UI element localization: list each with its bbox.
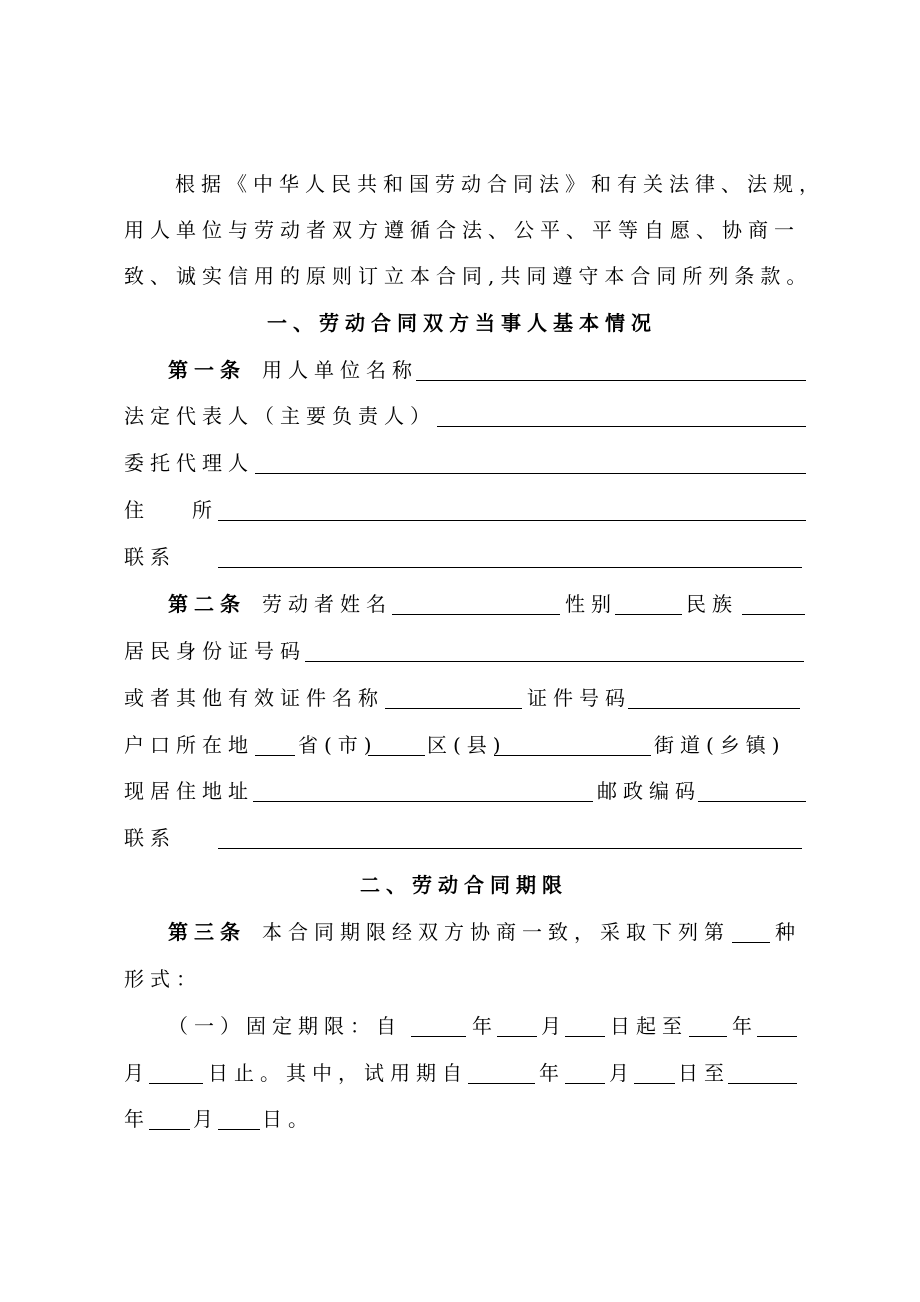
- probation-end-month-blank: [149, 1129, 190, 1130]
- ethnicity-blank: [742, 614, 805, 615]
- address-blank: [218, 520, 806, 521]
- preamble-line-2: 用人单位与劳动者双方遵循合法、公平、平等自愿、协商一: [124, 218, 800, 242]
- article-3-continuation: 形式：: [124, 967, 202, 991]
- article-3-number: 第三条: [168, 920, 246, 944]
- residence-label: 现居住地址: [124, 779, 254, 803]
- term-type-blank: [732, 942, 770, 943]
- agent-label: 委托代理人: [124, 451, 254, 475]
- hukou-label: 户口所在地: [124, 733, 254, 757]
- probation-start-month-blank: [565, 1083, 605, 1084]
- probation-end-day-blank: [218, 1129, 260, 1130]
- start-day-label: 日起至: [610, 1014, 688, 1038]
- district-county-label: 区(县): [427, 733, 507, 757]
- district-blank: [368, 755, 425, 756]
- probation-end-year-label: 年: [124, 1107, 150, 1131]
- employer-name-label: 用人单位名称: [262, 358, 418, 382]
- probation-end-day-label: 日。: [262, 1107, 314, 1131]
- ethnicity-label: 民族: [686, 592, 738, 616]
- end-day-label: 日止。其中，试用期自: [208, 1061, 468, 1085]
- end-month-blank: [757, 1036, 797, 1037]
- probation-start-year-label: 年: [539, 1061, 565, 1085]
- end-month-label: 月: [124, 1061, 150, 1085]
- legal-rep-blank: [437, 426, 806, 427]
- agent-blank: [255, 473, 806, 474]
- address-label-first: 住: [124, 498, 150, 522]
- section-1-heading: 一、劳动合同双方当事人基本情况: [267, 311, 657, 335]
- worker-contact-label: 联系: [124, 826, 176, 850]
- other-id-name-blank: [385, 708, 522, 709]
- probation-start-day-blank: [634, 1083, 675, 1084]
- id-number-label: 居民身份证号码: [124, 639, 306, 663]
- other-id-number-blank: [628, 708, 800, 709]
- section-2-heading: 二、劳动合同期限: [360, 873, 568, 897]
- start-year-blank: [411, 1036, 466, 1037]
- article-2-number: 第二条: [168, 592, 246, 616]
- end-day-blank: [149, 1083, 203, 1084]
- other-id-number-label: 证件号码: [527, 686, 631, 710]
- other-id-name-label: 或者其他有效证件名称: [124, 686, 384, 710]
- gender-label: 性别: [565, 592, 617, 616]
- preamble-line-1: 根据《中华人民共和国劳动合同法》和有关法律、法规，: [175, 172, 825, 196]
- worker-name-label: 劳动者姓名: [262, 592, 392, 616]
- end-year-blank: [689, 1036, 727, 1037]
- start-month-blank: [497, 1036, 537, 1037]
- province-blank: [255, 755, 295, 756]
- postcode-blank: [698, 801, 806, 802]
- end-year-label: 年: [732, 1014, 758, 1038]
- employer-name-blank: [416, 380, 806, 381]
- preamble-line-3: 致、诚实信用的原则订立本合同,共同遵守本合同所列条款。: [124, 264, 813, 288]
- article-3-text: 本合同期限经双方协商一致，采取下列第: [262, 920, 730, 944]
- postcode-label: 邮政编码: [597, 779, 701, 803]
- start-day-blank: [565, 1036, 605, 1037]
- employer-contact-blank: [218, 567, 802, 568]
- start-month-label: 月: [541, 1014, 567, 1038]
- legal-rep-label: 法定代表人（主要负责人）: [124, 404, 436, 428]
- article-1-number: 第一条: [168, 358, 246, 382]
- start-year-label: 年: [472, 1014, 498, 1038]
- article-3-text-suffix: 种: [775, 920, 801, 944]
- province-city-label: 省(市): [298, 733, 378, 757]
- street-township-label: 街道(乡镇): [654, 733, 786, 757]
- residence-blank: [253, 801, 593, 802]
- probation-start-day-label: 日至: [678, 1061, 730, 1085]
- street-blank: [494, 755, 651, 756]
- id-number-blank: [305, 661, 804, 662]
- address-label-second: 所: [192, 498, 218, 522]
- employer-contact-label: 联系: [124, 545, 176, 569]
- fixed-term-label: （一）固定期限：自: [168, 1014, 402, 1038]
- gender-blank: [615, 614, 682, 615]
- worker-name-blank: [392, 614, 560, 615]
- probation-end-year-blank: [728, 1083, 797, 1084]
- probation-end-month-label: 月: [193, 1107, 219, 1131]
- worker-contact-blank: [218, 848, 802, 849]
- probation-start-year-blank: [468, 1083, 535, 1084]
- probation-start-month-label: 月: [609, 1061, 635, 1085]
